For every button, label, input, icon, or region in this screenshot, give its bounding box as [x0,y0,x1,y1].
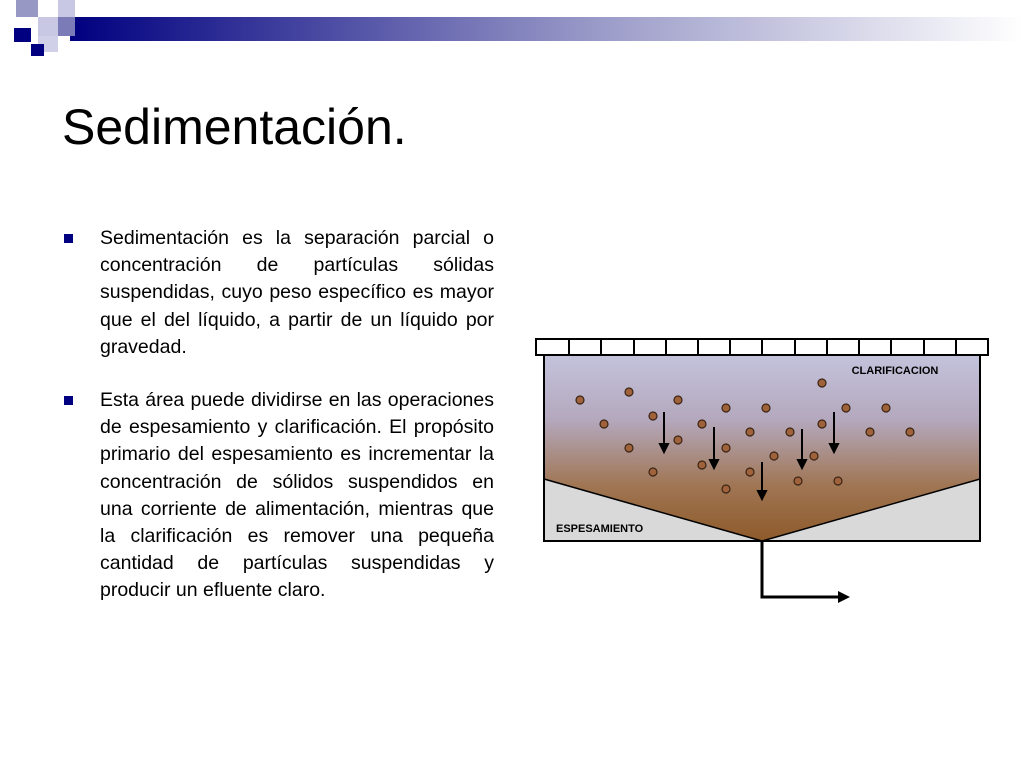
particle [625,388,633,396]
particle [698,420,706,428]
square-bullet-icon [64,234,73,243]
particle [786,428,794,436]
particle [818,379,826,387]
particle [722,444,730,452]
particle [770,452,778,460]
particle [834,477,842,485]
slide-title: Sedimentación. [62,99,407,155]
particle [698,461,706,469]
particle [625,444,633,452]
bullet-text: Esta área puede dividirse en las operaciones de espesamiento y clarificación. El propósito primario del espesamiento es incrementar la concentración de sólidos suspendidos en una corriente de alimentación, mientras que la clarificación es remover una pequeña cantidad de partículas suspendidas y producir un efluente claro. [100,389,494,602]
particle [674,396,682,404]
particle [810,452,818,460]
header-gradient-bar [70,17,1024,41]
particle [649,412,657,420]
decor-square [38,17,58,36]
decor-square [58,17,75,36]
bullet-item [64,225,494,361]
bullet-list [64,225,494,631]
particle [746,468,754,476]
particle [649,468,657,476]
particle [600,420,608,428]
underflow-discharge [762,541,840,597]
clarification-label: CLARIFICACION [851,365,939,377]
particle [842,404,850,412]
decor-square [14,28,31,42]
particle [882,404,890,412]
decor-square [31,44,44,56]
bullet-text: Sedimentación es la separación parcial o concentración de partículas sólidas suspendidas, cuyo peso específico es mayor que el del líquido, a partir de un líquido por gravedad. [100,227,494,358]
square-bullet-icon [64,396,73,405]
decor-square [38,0,58,17]
decor-square [16,0,38,17]
particle [866,428,874,436]
particle [576,396,584,404]
particle [722,404,730,412]
particle [674,436,682,444]
particle [906,428,914,436]
particle [818,420,826,428]
particle [762,404,770,412]
particle [722,485,730,493]
header-decoration [0,0,1024,60]
particle [794,477,802,485]
sedimentation-tank-diagram [530,330,1000,610]
thickening-label: ESPESAMIENTO [556,523,644,535]
decor-square [58,0,75,17]
bullet-item [64,387,494,605]
particle [746,428,754,436]
right-arrow-icon [838,591,850,603]
